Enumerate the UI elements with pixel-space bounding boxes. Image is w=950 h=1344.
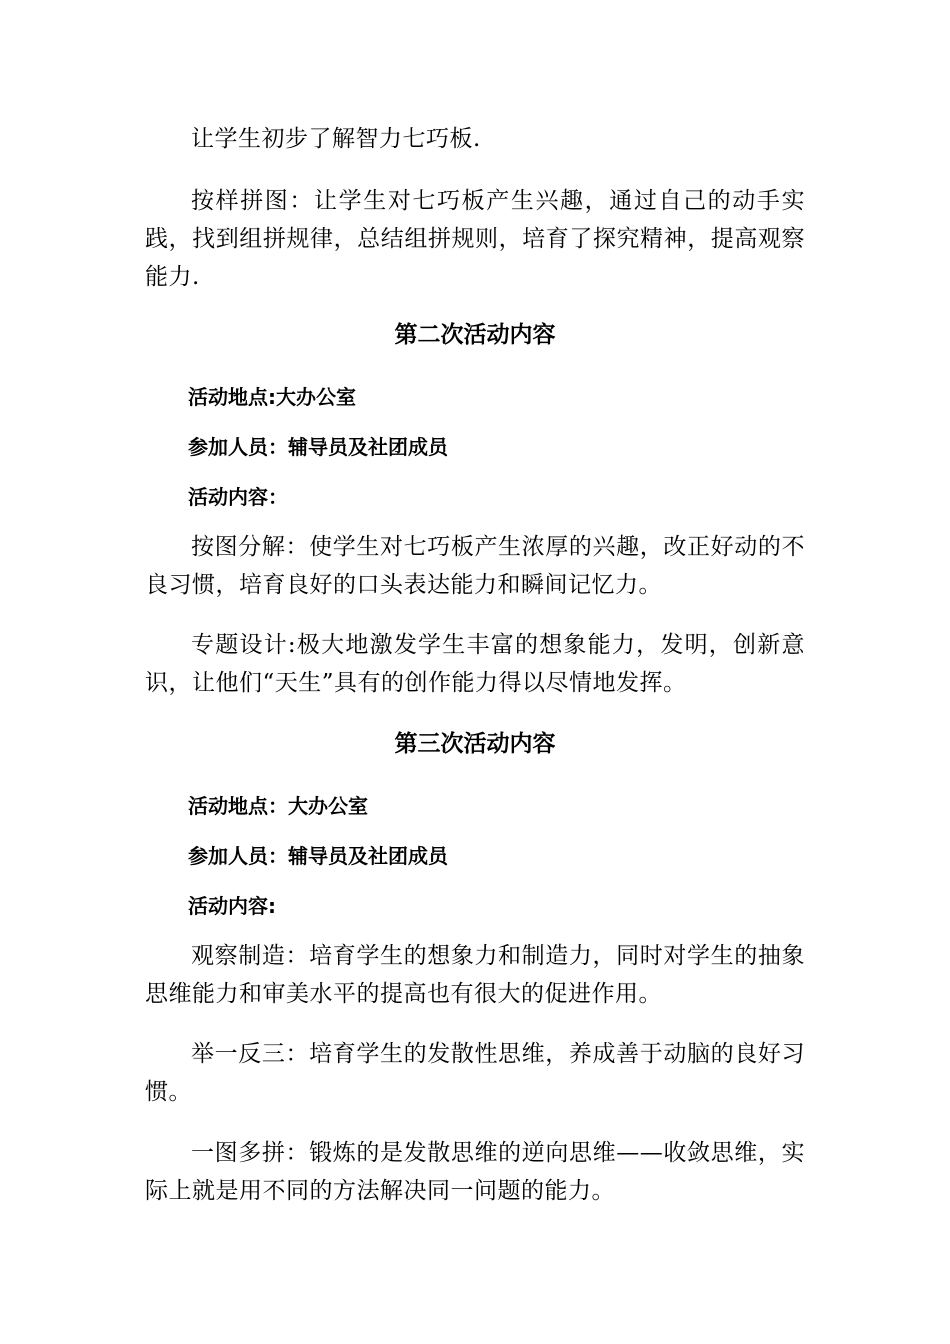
section-3-content-label: 活动内容: <box>188 894 276 918</box>
section-3-paragraph-1: 观察制造：培育学生的想象力和制造力，同时对学生的抽象思维能力和审美水平的提高也有很大的促进作用。 <box>145 943 805 1007</box>
section-2-title: 第二次活动内容 <box>394 322 556 348</box>
intro-paragraph-1: 让学生初步了解智力七巧板. <box>191 126 481 152</box>
section-2-paragraph-1: 按图分解：使学生对七巧板产生浓厚的兴趣，改正好动的不良习惯，培育良好的口头表达能力和瞬间记忆力。 <box>145 534 805 598</box>
intro-paragraph-2: 按样拼图：让学生对七巧板产生兴趣，通过自己的动手实践，找到组拼规律，总结组拼规则，培育了探究精神，提高观察能力. <box>145 188 805 290</box>
section-3-participants: 参加人员：辅导员及社团成员 <box>188 844 448 868</box>
section-2-participants: 参加人员：辅导员及社团成员 <box>188 435 448 459</box>
section-2-location: 活动地点:大办公室 <box>188 385 356 409</box>
section-3-paragraph-3: 一图多拼：锻炼的是发散思维的逆向思维——收敛思维，实际上就是用不同的方法解决同一问题的能力。 <box>145 1140 805 1204</box>
section-3-location: 活动地点：大办公室 <box>188 794 368 818</box>
section-3-paragraph-2: 举一反三：培育学生的发散性思维，养成善于动脑的良好习惯。 <box>145 1041 805 1105</box>
section-2-content-label: 活动内容： <box>188 485 288 509</box>
section-2-paragraph-2: 专题设计:极大地激发学生丰富的想象能力，发明，创新意识，让他们“天生”具有的创作能力得以尽情地发挥。 <box>145 632 805 696</box>
section-3-title: 第三次活动内容 <box>394 731 556 757</box>
